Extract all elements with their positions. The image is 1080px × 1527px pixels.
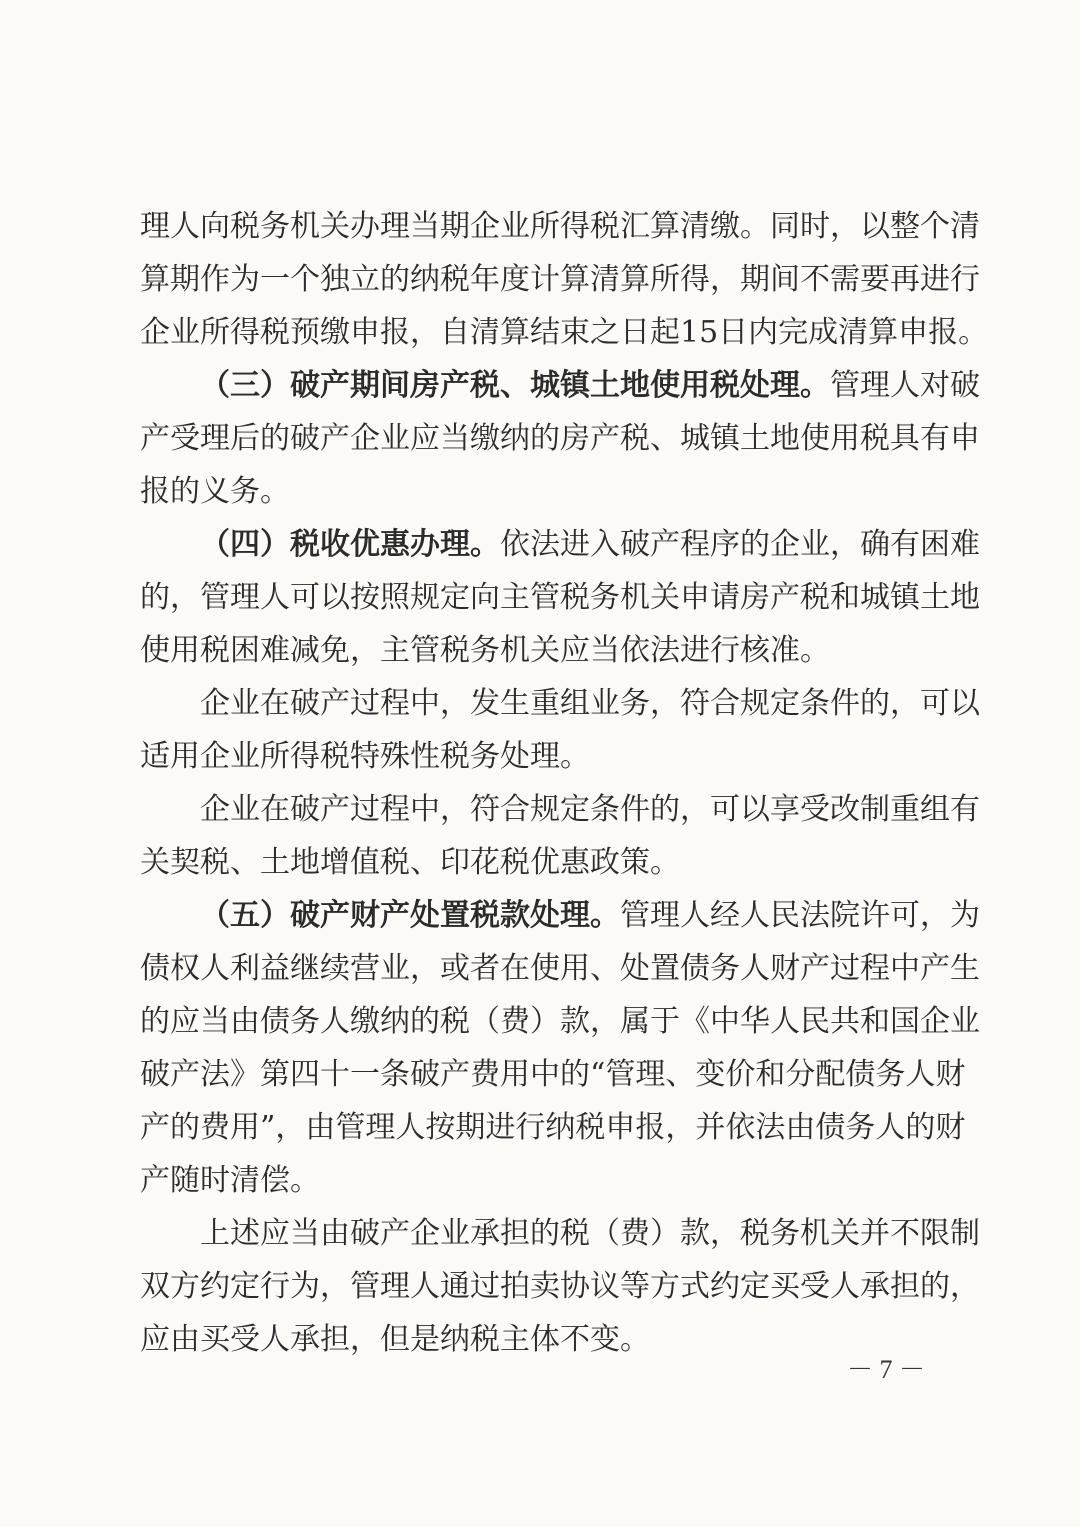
text-line: 破产法》第四十一条破产费用中的“管理、变价和分配债务人财	[140, 1057, 966, 1092]
section-heading-line: （五）破产财产处置税款处理。管理人经人民法院许可，为	[200, 898, 980, 933]
text-line: 双方约定行为，管理人通过拍卖协议等方式约定买受人承担的，	[140, 1269, 980, 1304]
text-line: 关契税、土地增值税、印花税优惠政策。	[140, 845, 680, 880]
page-number: － 7 －	[846, 1355, 925, 1384]
text-line: 的，管理人可以按照规定向主管税务机关申请房产税和城镇土地	[140, 580, 980, 615]
text-line: 报的义务。	[140, 474, 290, 509]
section-heading: （五）破产财产处置税款处理。	[200, 898, 620, 933]
text-line: 适用企业所得税特殊性税务处理。	[140, 739, 590, 774]
text-line: 产的费用”，由管理人按期进行纳税申报，并依法由债务人的财	[140, 1110, 966, 1145]
section-heading: （四）税收优惠办理。	[200, 527, 500, 562]
text-line: 理人向税务机关办理当期企业所得税汇算清缴。同时，以整个清	[140, 209, 980, 244]
section-heading: （三）破产期间房产税、城镇土地使用税处理。	[200, 368, 830, 403]
text-line: 算期作为一个独立的纳税年度计算清算所得，期间不需要再进行	[140, 262, 980, 297]
body-text	[140, 200, 989, 1366]
text-line: 产随时清偿。	[140, 1163, 320, 1198]
text-line: 的应当由债务人缴纳的税（费）款，属于《中华人民共和国企业	[140, 1004, 980, 1039]
text-line: 企业所得税预缴申报，自清算结束之日起15日内完成清算申报。	[140, 315, 989, 350]
text-line: 企业在破产过程中，发生重组业务，符合规定条件的，可以	[200, 686, 980, 721]
text-line: 产受理后的破产企业应当缴纳的房产税、城镇土地使用税具有申	[140, 421, 980, 456]
text-line: 企业在破产过程中，符合规定条件的，可以享受改制重组有	[200, 792, 980, 827]
text-line: 应由买受人承担，但是纳税主体不变。	[140, 1322, 650, 1357]
text-line: 上述应当由破产企业承担的税（费）款，税务机关并不限制	[200, 1216, 980, 1251]
text-line: 债权人利益继续营业，或者在使用、处置债务人财产过程中产生	[140, 951, 980, 986]
section-heading-line: （四）税收优惠办理。依法进入破产程序的企业，确有困难	[200, 527, 980, 562]
text-line: 使用税困难减免，主管税务机关应当依法进行核准。	[140, 633, 830, 668]
section-heading-line: （三）破产期间房产税、城镇土地使用税处理。管理人对破	[200, 368, 980, 403]
